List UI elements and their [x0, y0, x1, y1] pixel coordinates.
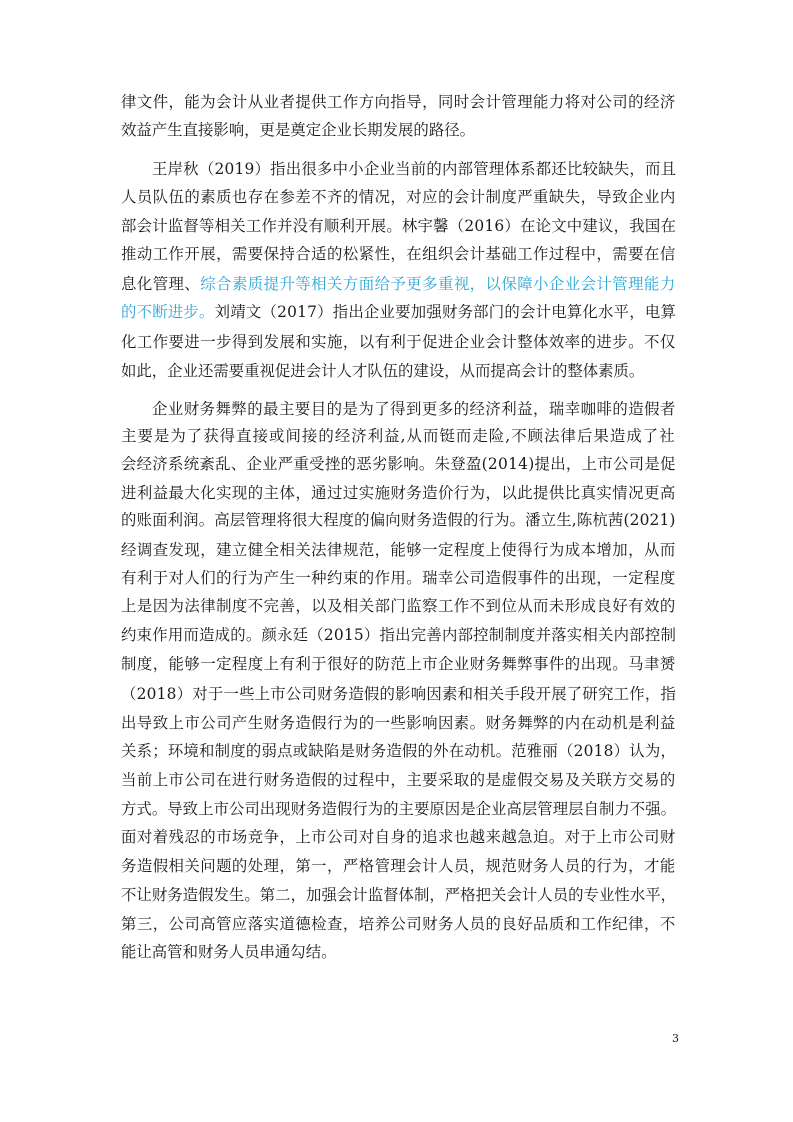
- text-line: [121, 625, 676, 645]
- text-line: [121, 426, 676, 446]
- text-line: [121, 92, 676, 112]
- text-line: [121, 510, 676, 530]
- line-text: 人员队伍的素质也存在参差不齐的情况，对应的会计制度严重缺失，导致企业内: [121, 188, 676, 206]
- text-line: [121, 302, 676, 322]
- text-line: [121, 856, 676, 876]
- line-text: 制度，能够一定程度上有利于很好的防范上市企业财务舞弊事件的出现。马聿赟: [121, 655, 676, 673]
- line-text: （2018）对于一些上市公司财务造假的影响因素和相关手段开展了研究工作，指: [121, 685, 677, 703]
- line-text: 律文件，能为会计从业者提供工作方向指导，同时会计管理能力将对公司的经济: [121, 93, 676, 111]
- text-line: [152, 399, 676, 419]
- text-line: [121, 540, 676, 560]
- text-line: [121, 942, 336, 962]
- line-text: 约束作用而造成的。颜永廷（2015）指出完善内部控制制度并落实相关内部控制: [121, 626, 677, 644]
- line-text: 第三，公司高管应落实道德检查，培养公司财务人员的良好品质和工作纪律，不: [121, 915, 676, 933]
- text-line: [121, 596, 676, 616]
- text-line: [121, 454, 676, 474]
- text-line: [121, 799, 676, 819]
- line-text: 息化管理、: [121, 275, 201, 293]
- line-text: 方式。导致上市公司出现财务造假行为的主要原因是企业高层管理层自制力不强。: [121, 800, 677, 818]
- text-line: [121, 120, 475, 140]
- text-line: [121, 770, 676, 790]
- line-text: 务造假相关问题的处理，第一，严格管理会计人员，规范财务人员的行为，才能: [121, 857, 676, 875]
- line-text: 主要是为了获得直接或间接的经济利益,从而铤而走险,不顾法律后果造成了社: [121, 427, 676, 445]
- line-text: 刘靖文（2017）指出企业要加强财务部门的会计电算化水平，电算: [214, 303, 677, 321]
- line-text: 王岸秋（2019）指出很多中小企业当前的内部管理体系都还比较缺失，而且: [152, 160, 677, 178]
- line-text: 推动工作开展，需要保持合适的松紧性，在组织会计基础工作过程中，需要在信: [121, 245, 676, 263]
- page-number: 3: [672, 1032, 679, 1045]
- line-text: 的账面利润。高层管理将很大程度的偏向财务造假的行为。潘立生,陈杭茜(2021): [121, 511, 676, 529]
- text-line: [121, 187, 676, 207]
- text-line: [121, 684, 676, 704]
- line-text: 企业财务舞弊的最主要目的是为了得到更多的经济利益，瑞幸咖啡的造假者: [152, 400, 676, 418]
- text-line: [121, 332, 676, 352]
- highlighted-text: 综合素质提升等相关方面给予更多重视，以保障小企业会计管理能力: [200, 275, 676, 293]
- text-line: [121, 713, 676, 733]
- text-line: [121, 654, 676, 674]
- line-text: 进利益最大化实现的主体，通过过实施财务造价行为，以此提供比真实情况更高: [121, 484, 676, 502]
- line-text: 经调查发现，建立健全相关法律规范，能够一定程度上使得行为成本增加，从而: [121, 541, 676, 559]
- text-line: [121, 216, 676, 236]
- line-text: 上是因为法律制度不完善，以及相关部门监察工作不到位从而未形成良好有效的: [121, 597, 676, 615]
- line-text: 面对着残忍的市场竞争，上市公司对自身的追求也越来越急迫。对于上市公司财: [121, 828, 676, 846]
- line-text: 部会计监督等相关工作并没有顺利开展。林宇馨（2016）在论文中建议，我国在: [121, 217, 677, 235]
- text-line: [121, 244, 676, 264]
- text-line: [121, 274, 676, 294]
- line-text: 化工作要进一步得到发展和实施，以有利于促进企业会计整体效率的进步。不仅: [121, 333, 676, 351]
- text-line: [121, 885, 676, 905]
- text-line: [152, 159, 676, 179]
- text-line: [121, 361, 644, 381]
- line-text: 效益产生直接影响，更是奠定企业长期发展的路径。: [121, 121, 475, 139]
- line-text: 当前上市公司在进行财务造假的过程中，主要采取的是虚假交易及关联方交易的: [121, 771, 676, 789]
- text-line: [121, 568, 676, 588]
- text-line: [121, 483, 676, 503]
- line-text: 能让高管和财务人员串通勾结。: [121, 943, 337, 961]
- text-line: [121, 827, 676, 847]
- text-line: [121, 741, 676, 761]
- line-text: 不让财务造假发生。第二，加强会计监督体制，严格把关会计人员的专业性水平，: [121, 886, 677, 904]
- line-text: 出导致上市公司产生财务造假行为的一些影响因素。财务舞弊的内在动机是利益: [121, 714, 676, 732]
- highlighted-text: 的不断进步。: [121, 303, 215, 321]
- text-line: [121, 914, 676, 934]
- line-text: 如此，企业还需要重视促进会计人才队伍的建设，从而提高会计的整体素质。: [121, 362, 645, 380]
- line-text: 有利于对人们的行为产生一种约束的作用。瑞幸公司造假事件的出现，一定程度: [121, 569, 676, 587]
- line-text: 会经济系统紊乱、企业严重受挫的恶劣影响。朱登盈(2014)提出，上市公司是促: [121, 455, 676, 473]
- line-text: 关系；环境和制度的弱点或缺陷是财务造假的外在动机。范雅丽（2018）认为，: [121, 742, 677, 760]
